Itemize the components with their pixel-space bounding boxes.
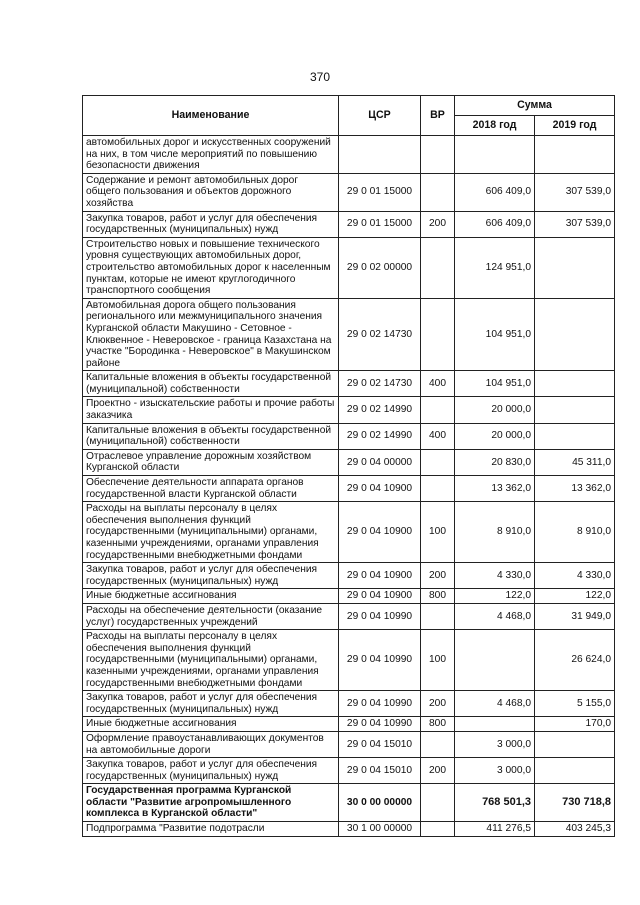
table-row — [83, 423, 615, 449]
row-sum-2018: 122,0 — [455, 589, 535, 604]
row-csr: 30 0 00 00000 — [339, 784, 421, 822]
table-row — [83, 784, 615, 822]
table-row — [83, 758, 615, 784]
row-name: Расходы на выплаты персоналу в целях обеспечения выполнения функций государственными (муниципальными) органами, казенными учреждениями, органами управления государственными внебюджетными фондами — [83, 502, 339, 563]
row-vr: 400 — [421, 423, 455, 449]
row-sum-2019: 13 362,0 — [535, 476, 615, 502]
row-sum-2018: 606 409,0 — [455, 211, 535, 237]
row-name: Содержание и ремонт автомобильных дорог общего пользования и объектов дорожного хозяйства — [83, 173, 339, 211]
row-sum-2018: 3 000,0 — [455, 731, 535, 757]
row-name: Закупка товаров, работ и услуг для обеспечения государственных (муниципальных) нужд — [83, 691, 339, 717]
table-row — [83, 136, 615, 174]
table-row — [83, 630, 615, 691]
row-sum-2018: 13 362,0 — [455, 476, 535, 502]
row-vr: 800 — [421, 717, 455, 732]
row-vr — [421, 476, 455, 502]
row-csr: 29 0 04 10990 — [339, 630, 421, 691]
table-row — [83, 211, 615, 237]
row-name: автомобильных дорог и искусственных сооружений на них, в том числе мероприятий по повышению безопасности движения — [83, 136, 339, 174]
row-csr: 30 1 00 00000 — [339, 822, 421, 837]
row-csr: 29 0 02 00000 — [339, 237, 421, 298]
row-vr: 200 — [421, 211, 455, 237]
row-csr: 29 0 04 15010 — [339, 758, 421, 784]
budget-table — [82, 95, 615, 837]
row-sum-2018: 104 951,0 — [455, 371, 535, 397]
row-sum-2018: 606 409,0 — [455, 173, 535, 211]
row-sum-2018: 8 910,0 — [455, 502, 535, 563]
row-sum-2018: 3 000,0 — [455, 758, 535, 784]
header-2019: 2019 год — [535, 116, 615, 136]
table-row — [83, 691, 615, 717]
table-row — [83, 397, 615, 423]
row-vr — [421, 784, 455, 822]
row-name: Иные бюджетные ассигнования — [83, 717, 339, 732]
row-sum-2018: 411 276,5 — [455, 822, 535, 837]
row-csr: 29 0 04 10990 — [339, 691, 421, 717]
row-sum-2018: 104 951,0 — [455, 298, 535, 371]
row-sum-2019: 730 718,8 — [535, 784, 615, 822]
row-name: Закупка товаров, работ и услуг для обеспечения государственных (муниципальных) нужд — [83, 758, 339, 784]
row-csr: 29 0 02 14990 — [339, 397, 421, 423]
row-sum-2018: 4 330,0 — [455, 563, 535, 589]
header-2018: 2018 год — [455, 116, 535, 136]
header-sum: Сумма — [455, 96, 615, 116]
row-vr — [421, 397, 455, 423]
row-name: Закупка товаров, работ и услуг для обеспечения государственных (муниципальных) нужд — [83, 211, 339, 237]
table-body — [83, 136, 615, 837]
row-vr: 800 — [421, 589, 455, 604]
row-sum-2019: 5 155,0 — [535, 691, 615, 717]
row-sum-2019 — [535, 371, 615, 397]
row-csr: 29 0 01 15000 — [339, 173, 421, 211]
page-number: 370 — [309, 70, 331, 84]
header-csr: ЦСР — [339, 96, 421, 136]
row-sum-2019 — [535, 298, 615, 371]
header-name: Наименование — [83, 96, 339, 136]
table-row — [83, 717, 615, 732]
row-sum-2019 — [535, 758, 615, 784]
row-csr: 29 0 04 15010 — [339, 731, 421, 757]
row-csr: 29 0 02 14730 — [339, 298, 421, 371]
row-sum-2018: 4 468,0 — [455, 691, 535, 717]
row-vr: 200 — [421, 691, 455, 717]
row-name: Капитальные вложения в объекты государственной (муниципальной) собственности — [83, 423, 339, 449]
row-sum-2019 — [535, 397, 615, 423]
row-name: Иные бюджетные ассигнования — [83, 589, 339, 604]
row-csr: 29 0 04 10900 — [339, 563, 421, 589]
table-row — [83, 371, 615, 397]
table-row — [83, 449, 615, 475]
row-vr: 200 — [421, 563, 455, 589]
row-csr: 29 0 04 10900 — [339, 502, 421, 563]
row-sum-2019: 4 330,0 — [535, 563, 615, 589]
row-sum-2019 — [535, 136, 615, 174]
table-row — [83, 822, 615, 837]
row-name: Закупка товаров, работ и услуг для обеспечения государственных (муниципальных) нужд — [83, 563, 339, 589]
table-row — [83, 502, 615, 563]
row-sum-2019 — [535, 423, 615, 449]
row-sum-2019 — [535, 731, 615, 757]
row-vr: 100 — [421, 502, 455, 563]
row-csr: 29 0 02 14990 — [339, 423, 421, 449]
row-sum-2019: 170,0 — [535, 717, 615, 732]
row-sum-2019: 122,0 — [535, 589, 615, 604]
row-sum-2018: 20 000,0 — [455, 423, 535, 449]
row-vr — [421, 449, 455, 475]
row-name: Расходы на выплаты персоналу в целях обеспечения выполнения функций государственными (муниципальными) органами, казенными учреждениями, органами управления государственными внебюджетными фондами — [83, 630, 339, 691]
row-sum-2018: 4 468,0 — [455, 603, 535, 629]
row-vr — [421, 731, 455, 757]
row-name: Проектно - изыскательские работы и прочие работы заказчика — [83, 397, 339, 423]
row-sum-2019: 8 910,0 — [535, 502, 615, 563]
row-name: Государственная программа Курганской области "Развитие агропромышленного комплекса в Курганской области" — [83, 784, 339, 822]
row-name: Автомобильная дорога общего пользования регионального или межмуниципального значения Курганской области Макушино - Сетовное - Клюквенное - Неверовское - граница Казахстана на участке "Бородинка - Неверовское" в Макушинском районе — [83, 298, 339, 371]
row-vr — [421, 822, 455, 837]
table-row — [83, 173, 615, 211]
row-csr: 29 0 04 10900 — [339, 589, 421, 604]
row-sum-2018: 768 501,3 — [455, 784, 535, 822]
row-vr — [421, 173, 455, 211]
row-csr — [339, 136, 421, 174]
row-vr — [421, 136, 455, 174]
row-sum-2019: 307 539,0 — [535, 211, 615, 237]
table-row — [83, 237, 615, 298]
row-csr: 29 0 04 10990 — [339, 603, 421, 629]
row-vr — [421, 298, 455, 371]
row-csr: 29 0 04 10990 — [339, 717, 421, 732]
row-csr: 29 0 02 14730 — [339, 371, 421, 397]
row-sum-2019: 26 624,0 — [535, 630, 615, 691]
row-sum-2018 — [455, 630, 535, 691]
row-sum-2018 — [455, 717, 535, 732]
row-sum-2019: 31 949,0 — [535, 603, 615, 629]
table-row — [83, 563, 615, 589]
row-csr: 29 0 04 10900 — [339, 476, 421, 502]
row-vr — [421, 603, 455, 629]
row-name: Обеспечение деятельности аппарата органов государственной власти Курганской области — [83, 476, 339, 502]
header-vr: ВР — [421, 96, 455, 136]
row-sum-2018: 20 830,0 — [455, 449, 535, 475]
row-csr: 29 0 04 00000 — [339, 449, 421, 475]
row-vr: 100 — [421, 630, 455, 691]
row-name: Подпрограмма "Развитие подотрасли — [83, 822, 339, 837]
row-csr: 29 0 01 15000 — [339, 211, 421, 237]
row-name: Отраслевое управление дорожным хозяйством Курганской области — [83, 449, 339, 475]
header-row — [83, 96, 615, 116]
table-row — [83, 603, 615, 629]
table-row — [83, 298, 615, 371]
row-name: Расходы на обеспечение деятельности (оказание услуг) государственных учреждений — [83, 603, 339, 629]
row-sum-2018: 20 000,0 — [455, 397, 535, 423]
table-row — [83, 589, 615, 604]
row-vr — [421, 237, 455, 298]
row-sum-2019 — [535, 237, 615, 298]
table-row — [83, 731, 615, 757]
row-name: Капитальные вложения в объекты государственной (муниципальной) собственности — [83, 371, 339, 397]
row-sum-2018: 124 951,0 — [455, 237, 535, 298]
row-sum-2019: 45 311,0 — [535, 449, 615, 475]
row-sum-2018 — [455, 136, 535, 174]
row-sum-2019: 307 539,0 — [535, 173, 615, 211]
row-vr: 400 — [421, 371, 455, 397]
row-name: Оформление правоустанавливающих документов на автомобильные дороги — [83, 731, 339, 757]
row-vr: 200 — [421, 758, 455, 784]
row-sum-2019: 403 245,3 — [535, 822, 615, 837]
row-name: Строительство новых и повышение технического уровня существующих автомобильных дорог, строительство автомобильных дорог к населенным пунктам, которые не имеют круглогодичного транспортного сообщения — [83, 237, 339, 298]
table-row — [83, 476, 615, 502]
